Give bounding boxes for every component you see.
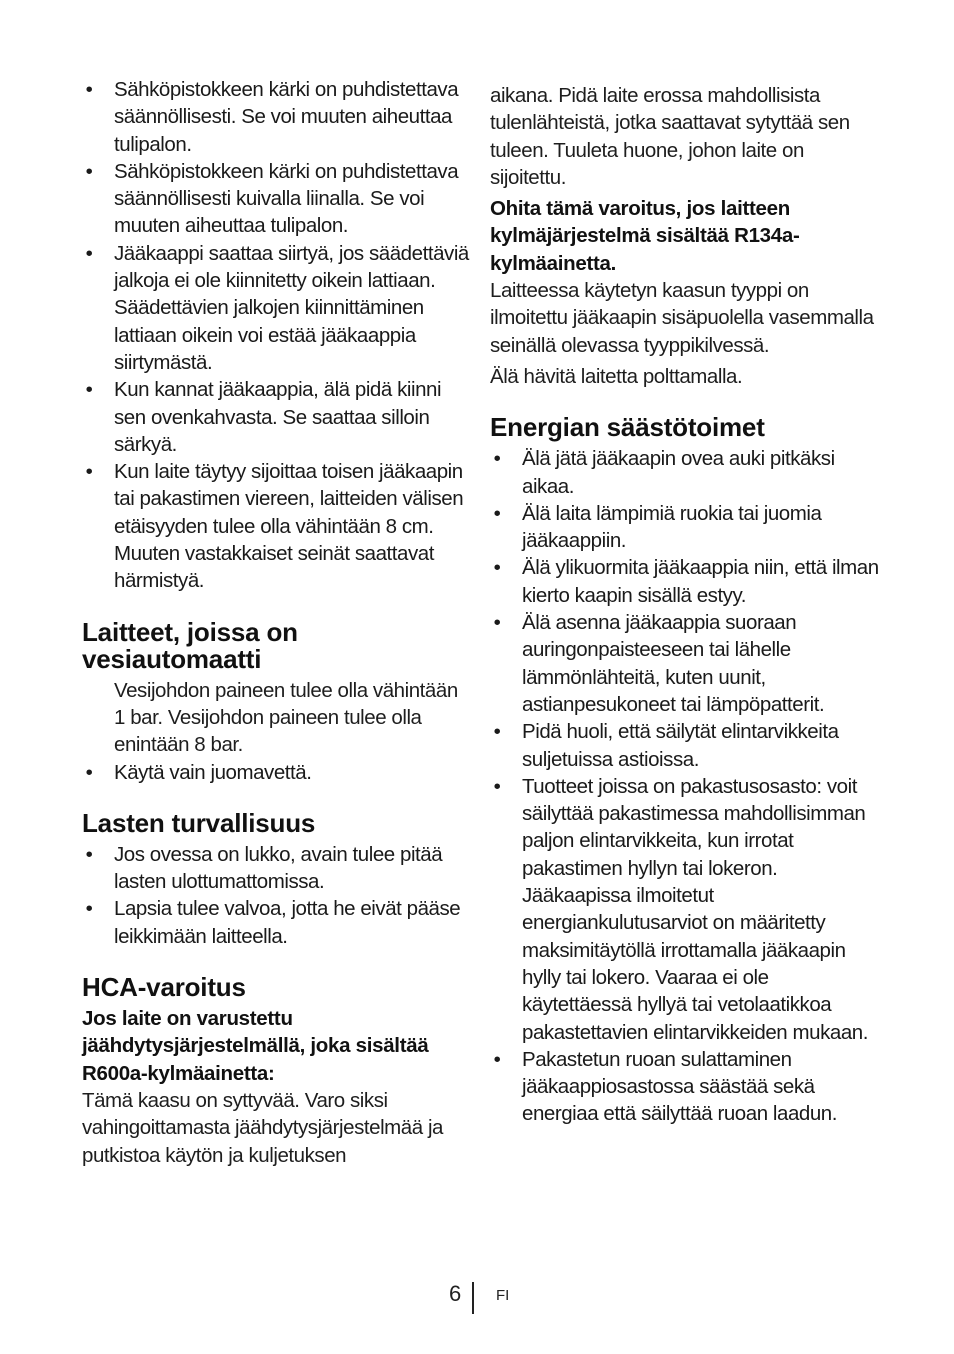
list-item-text: Pidä huoli, että säilytät elintarvikkeita suljetuissa astioissa. (522, 720, 839, 771)
no-burn-paragraph: Älä hävitä laitetta polttamalla. (490, 364, 743, 388)
list-item (490, 500, 882, 555)
list-item (490, 773, 882, 1046)
list-item-text: Käytä vain juomavettä. (114, 760, 312, 784)
list-item (490, 445, 882, 500)
bullet-icon: • (493, 774, 501, 798)
list-item (82, 759, 472, 786)
r134a-bold-paragraph: Ohita tämä varoitus, jos laitteen kylmäjärjestelmä sisältää R134a-kylmäainetta. (490, 197, 800, 275)
bullet-icon: • (85, 460, 93, 484)
water-bullet-list (82, 759, 472, 786)
list-item (82, 458, 472, 594)
list-item-text: Jääkaappi saattaa siirtyä, jos säädettäviä jalkoja ei ole kiinnitetty oikein lattiaan. Säädettävien jalkojen kiinnittäminen lattiaan oikein voi estää jääkaappia siirtymästä. (114, 241, 469, 374)
bullet-icon: • (493, 720, 501, 744)
bullet-icon: • (493, 556, 501, 580)
water-dispenser-heading: Laitteet, joissa on vesiautomaatti (82, 616, 298, 674)
energy-bullet-list (490, 445, 882, 1127)
page-footer (0, 1282, 954, 1312)
list-item (82, 158, 472, 240)
intro-bullet-list (82, 76, 472, 595)
bullet-icon: • (85, 78, 93, 101)
list-item-text: Tuotteet joissa on pakastusosasto: voit säilyttää pakastimessa mahdollisimman paljon elintarvikkeita, kun irrotat pakastimen hyllyn tai lokeron. Jääkaapissa ilmoitetut energiankulutusarviot on määritetty maksimitäytöllä irrottamalla jääkaapin hylly tai lokero. Vaaraa ei ole käytettäessä hyllyä tai vetolaatikkoa pakastettavien elintarvikkeiden mukaan. (522, 774, 868, 1044)
bullet-icon: • (493, 1047, 501, 1071)
list-item-text: Älä jätä jääkaapin ovea auki pitkäksi aikaa. (522, 447, 835, 498)
list-item (82, 240, 472, 376)
list-item (490, 718, 882, 773)
child-safety-bullet-list (82, 841, 472, 950)
gas-type-paragraph: Laitteessa käytetyn kaasun tyyppi on ilmoitettu jääkaapin sisäpuolella vasemmalla seinällä olevassa tyyppikilvessä. (490, 279, 874, 357)
list-item (490, 554, 882, 609)
bullet-icon: • (493, 447, 501, 471)
list-item-text: Älä ylikuormita jääkaappia niin, että ilman kierto kaapin sisällä estyy. (522, 556, 879, 607)
energy-saving-heading: Energian säästötoimet (490, 412, 765, 443)
child-safety-heading: Lasten turvallisuus (82, 807, 316, 838)
list-item (490, 609, 882, 718)
bullet-icon: • (85, 378, 93, 402)
bullet-icon: • (85, 241, 93, 265)
bullet-icon: • (85, 159, 93, 183)
bullet-icon: • (493, 611, 501, 635)
left-column (82, 76, 472, 1169)
list-item (490, 1046, 882, 1128)
list-item-text: Sähköpistokkeen kärki on puhdistettava säännöllisesti kuivalla liinalla. Se voi muuten aiheuttaa tulipalon. (114, 159, 459, 238)
list-item-text: Sähköpistokkeen kärki on puhdistettava säännöllisesti. Se voi muuten aiheuttaa tulipalon. (114, 78, 459, 156)
hca-paragraph: Tämä kaasu on syttyvää. Varo siksi vahingoittamasta jäähdytysjärjestelmää ja putkistoa käytön ja kuljetuksen (82, 1088, 444, 1167)
bullet-icon: • (85, 760, 93, 784)
hca-continued-paragraph: aikana. Pidä laite erossa mahdollisista tulenlähteistä, jotka saattavat sytyttää sen tuleen. Tuuleta huone, johon laite on sijoitettu. (490, 84, 850, 189)
page-number: 6 (449, 1281, 462, 1306)
bullet-icon: • (493, 501, 501, 525)
list-item-text: Kun laite täytyy sijoittaa toisen jääkaapin tai pakastimen viereen, laitteiden välisen etäisyyden tulee olla vähintään 8 cm. Muuten vastakkaiset seinät saattavat härmistyä. (114, 460, 464, 593)
list-item (82, 376, 472, 458)
list-item-text: Jos ovessa on lukko, avain tulee pitää lasten ulottumattomissa. (114, 842, 443, 894)
bullet-icon: • (85, 842, 93, 866)
water-pressure-paragraph: Vesijohdon paineen tulee olla vähintään 1 bar. Vesijohdon paineen tulee olla enintään 8 bar. (114, 678, 458, 757)
right-column (490, 82, 882, 1128)
list-item-text: Älä laita lämpimiä ruokia tai juomia jääkaappiin. (522, 501, 822, 553)
list-item (82, 895, 472, 950)
bullet-icon: • (85, 897, 93, 921)
list-item-text: Kun kannat jääkaappia, älä pidä kiinni sen ovenkahvasta. Se saattaa silloin särkyä. (114, 378, 442, 456)
list-item-text: Älä asenna jääkaappia suoraan auringonpaisteeseen tai lähelle lämmönlähteitä, kuten uunit, astianpesukoneet tai lämpöpatterit. (522, 611, 825, 716)
list-item-text: Lapsia tulee valvoa, jotta he eivät pääse leikkimään laitteella. (114, 897, 461, 948)
list-item (82, 841, 472, 896)
list-item (82, 76, 472, 158)
language-code: FI (496, 1287, 510, 1304)
hca-bold-intro: Jos laite on varustettu jäähdytysjärjestelmällä, joka sisältää R600a-kylmäainetta: (82, 1007, 429, 1085)
hca-warning-heading: HCA-varoitus (82, 972, 246, 1003)
footer-divider (472, 1282, 474, 1314)
list-item-text: Pakastetun ruoan sulattaminen jääkaappiosastossa säästää sekä energiaa että säilyttää ruoan laadun. (522, 1047, 838, 1126)
